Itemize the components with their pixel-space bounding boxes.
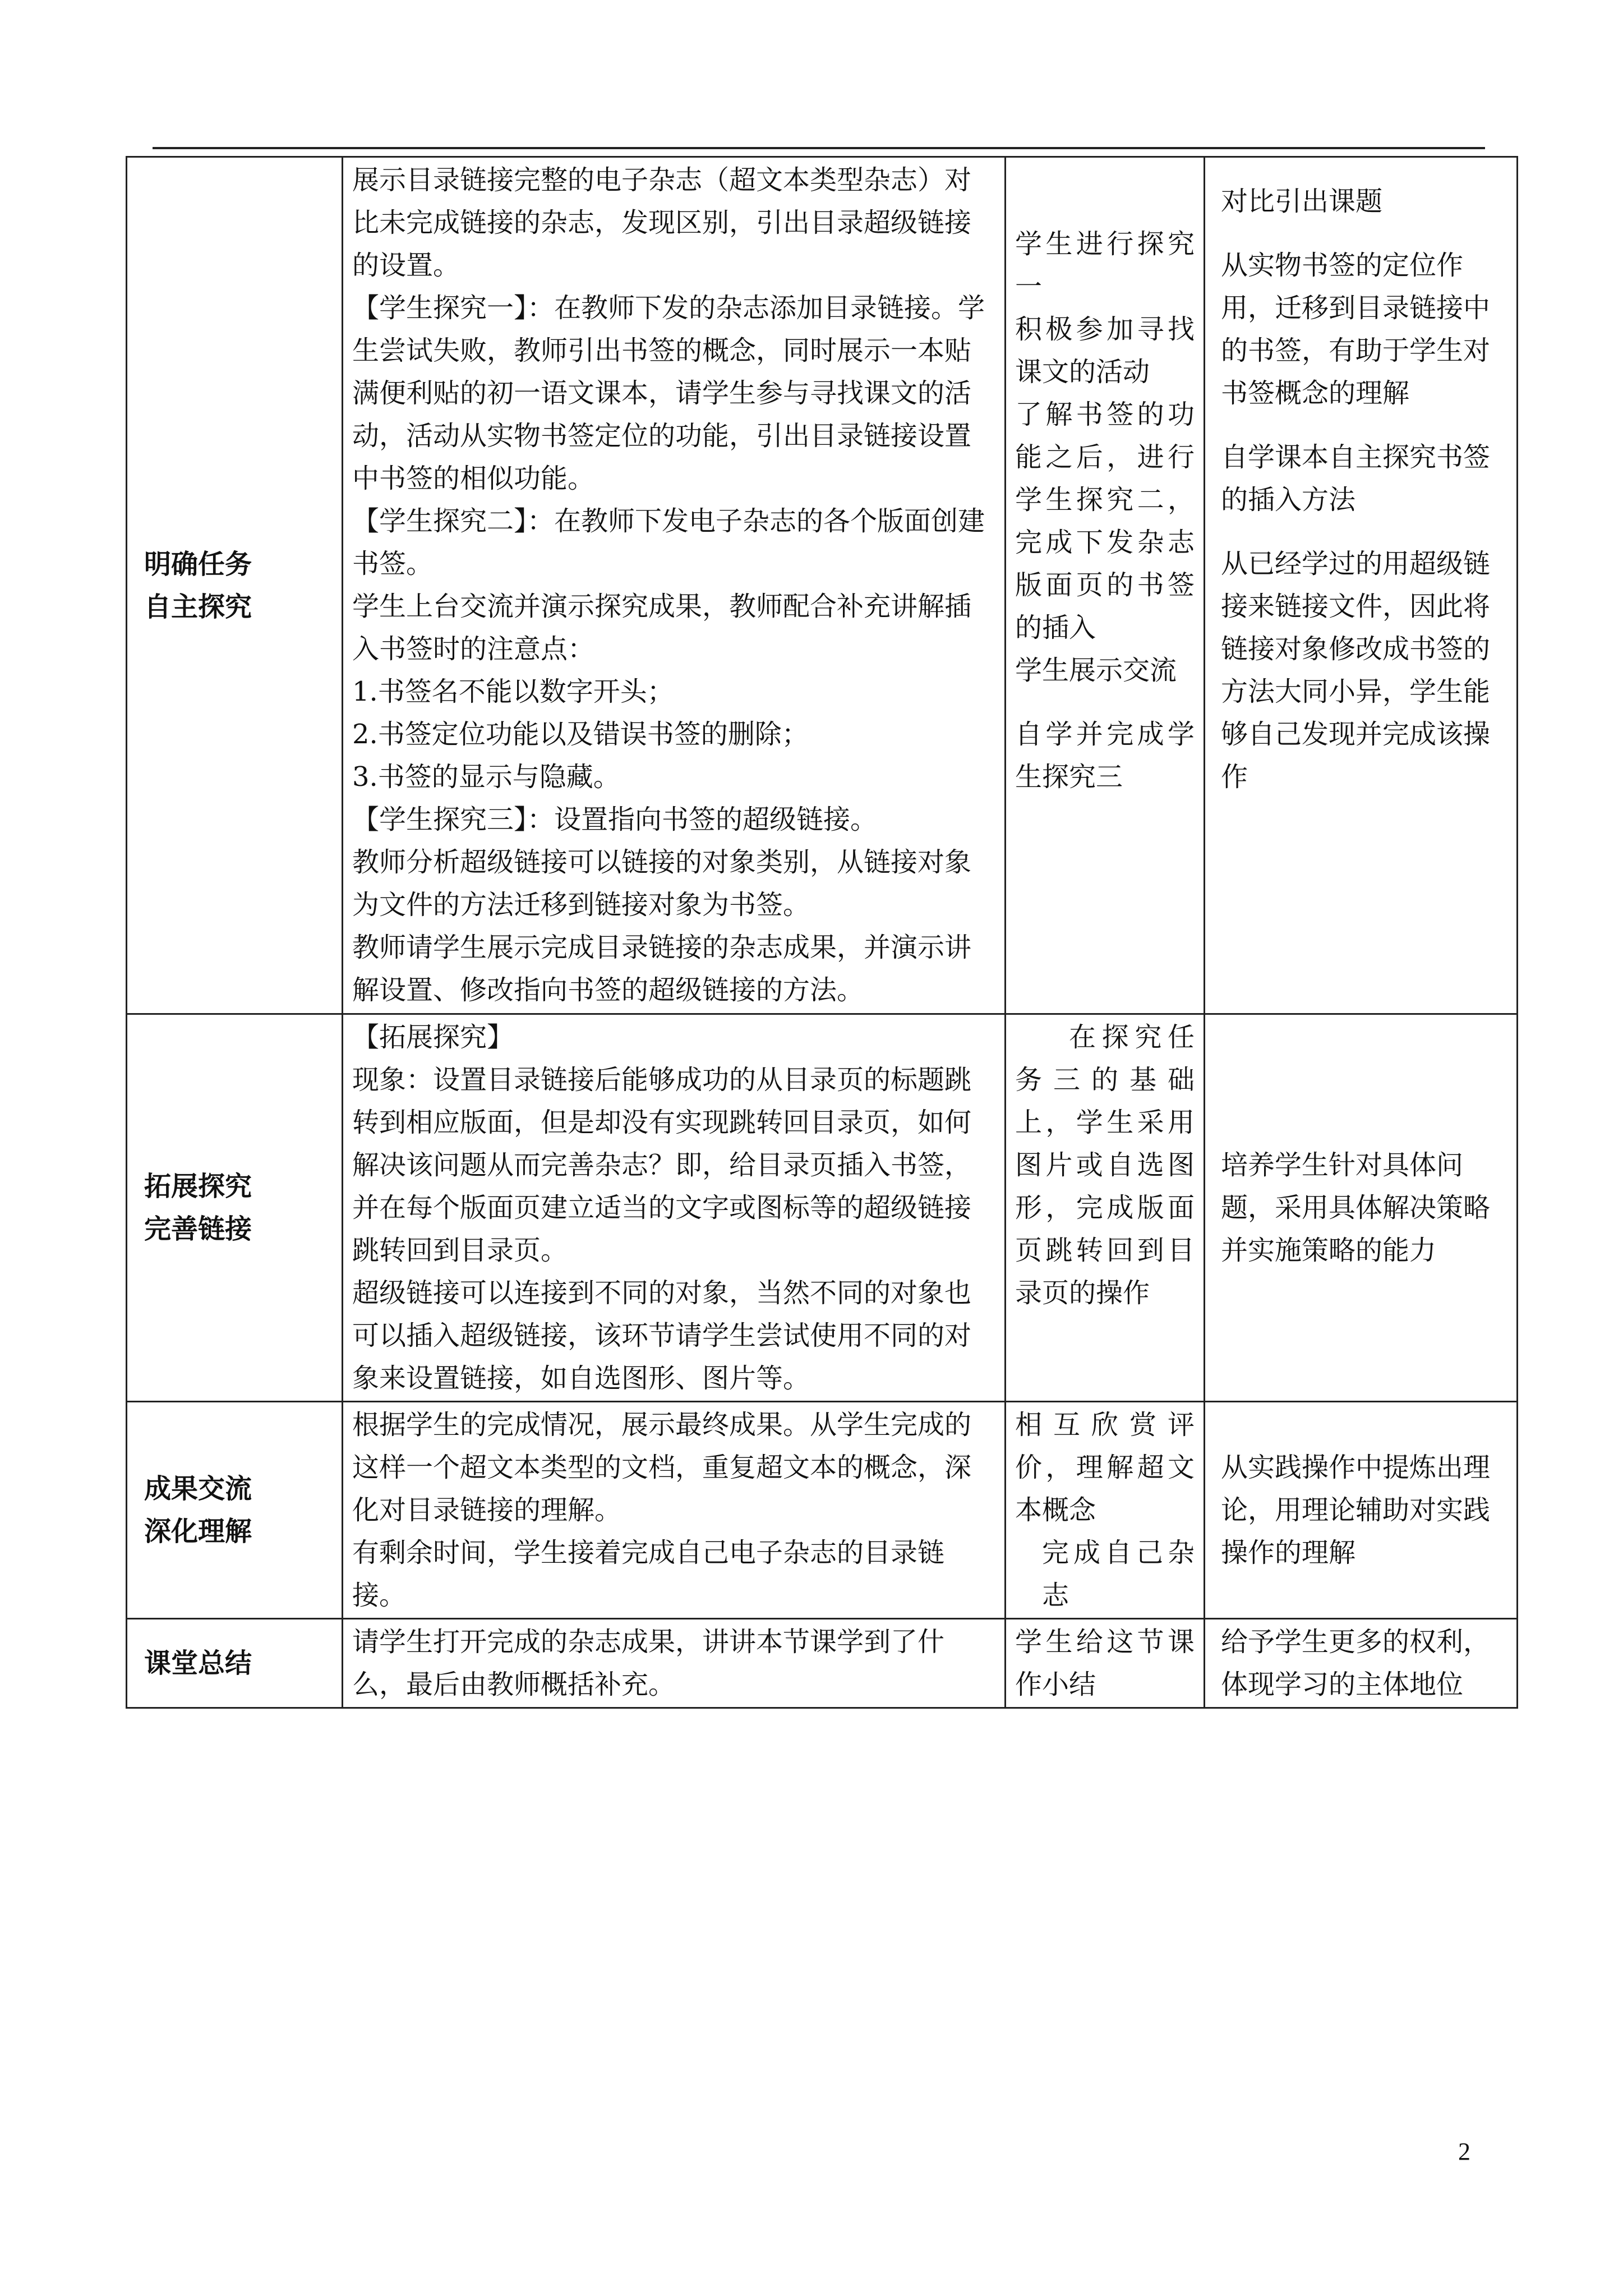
page-number: 2 xyxy=(1458,2138,1470,2165)
paragraph: 从实践操作中提炼出理论，用理论辅助对实践操作的理解 xyxy=(1221,1452,1491,1568)
teacher-activity-cell xyxy=(343,157,1006,1014)
paragraph: 自学课本自主探究书签的插入方法 xyxy=(1221,441,1491,516)
design-intent-cell xyxy=(1205,157,1518,1014)
paragraph: 对比引出课题 xyxy=(1221,186,1383,217)
paragraph: 完成自己杂志 xyxy=(1042,1537,1195,1611)
paragraph: 请学生打开完成的杂志成果，讲讲本节课学到了什么，最后由教师概括补充。 xyxy=(352,1626,945,1700)
paragraph: 现象：设置目录链接后能够成功的从目录页的标题跳转到相应版面，但是却没有实现跳转回目录页，如何解决该问题从而完善杂志？即，给目录页插入书签，并在每个版面页建立适当的文字或图标等的超级链接跳转回到目录页。 xyxy=(352,1064,972,1266)
stage-label: 深化理解 xyxy=(144,1516,252,1547)
paragraph: 积极参加寻找课文的活动 xyxy=(1015,314,1195,388)
paragraph: 展示目录链接完整的电子杂志（超文本类型杂志）对比未完成链接的杂志，发现区别，引出目录超级链接的设置。 xyxy=(352,164,972,281)
teacher-activity-cell xyxy=(343,1402,1006,1619)
paragraph: 相互欣赏评价，理解超文本概念 xyxy=(1015,1409,1195,1526)
stage-label: 课堂总结 xyxy=(144,1648,252,1679)
table-row xyxy=(127,157,1518,1014)
stage-label: 完善链接 xyxy=(144,1213,252,1245)
lesson-plan-table xyxy=(126,156,1518,1709)
list-item: 1.书签名不能以数字开头； xyxy=(352,676,674,707)
paragraph: 教师请学生展示完成目录链接的杂志成果，并演示讲解设置、修改指向书签的超级链接的方法。 xyxy=(352,932,972,1006)
stage-label: 拓展探究 xyxy=(144,1171,252,1202)
paragraph: 给予学生更多的权利，体现学习的主体地位 xyxy=(1221,1626,1491,1700)
paragraph: 【拓展探究】 xyxy=(352,1022,514,1053)
stage-cell xyxy=(127,1619,343,1708)
stage-cell xyxy=(127,1402,343,1619)
design-intent-cell xyxy=(1205,1014,1518,1402)
teacher-activity-cell xyxy=(343,1619,1006,1708)
paragraph: 了解书签的功能之后，进行学生探究二，完成下发杂志版面页的书签的插入 xyxy=(1015,399,1195,643)
paragraph: 在探究任务三的基础上，学生采用图片或自选图形，完成版面页跳转回到目录页的操作 xyxy=(1015,1022,1195,1309)
paragraph: 【学生探究三】：设置指向书签的超级链接。 xyxy=(352,804,878,835)
paragraph: 教师分析超级链接可以链接的对象类别，从链接对象为文件的方法迁移到链接对象为书签。 xyxy=(352,846,972,921)
paragraph: 自学并完成学生探究三 xyxy=(1015,719,1195,793)
paragraph: 学生展示交流 xyxy=(1015,655,1177,686)
student-activity-cell xyxy=(1006,1014,1205,1402)
paragraph: 【学生探究一】：在教师下发的杂志添加目录链接。学生尝试失败，教师引出书签的概念，同时展示一本贴满便利贴的初一语文课本，请学生参与寻找课文的活动，活动从实物书签定位的功能，引出目录链接设置中书签的相似功能。 xyxy=(352,292,985,494)
table-row xyxy=(127,1402,1518,1619)
table-row xyxy=(127,1014,1518,1402)
teacher-activity-cell xyxy=(343,1014,1006,1402)
paragraph: 根据学生的完成情况，展示最终成果。从学生完成的这样一个超文本类型的文档，重复超文本的概念，深化对目录链接的理解。 xyxy=(352,1409,972,1526)
paragraph: 从实物书签的定位作用，迁移到目录链接中的书签，有助于学生对书签概念的理解 xyxy=(1221,250,1491,409)
paragraph: 学生给这节课作小结 xyxy=(1015,1626,1195,1700)
paragraph: 【学生探究二】：在教师下发电子杂志的各个版面创建书签。 xyxy=(352,505,985,579)
stage-label: 明确任务 xyxy=(144,548,252,580)
student-activity-cell xyxy=(1006,1619,1205,1708)
stage-label: 成果交流 xyxy=(144,1473,252,1504)
paragraph: 学生上台交流并演示探究成果，教师配合补充讲解插入书签时的注意点： xyxy=(352,591,972,665)
paragraph: 学生进行探究一 xyxy=(1015,228,1195,302)
student-activity-cell xyxy=(1006,157,1205,1014)
paragraph: 超级链接可以连接到不同的对象，当然不同的对象也可以插入超级链接，该环节请学生尝试使用不同的对象来设置链接，如自选图形、图片等。 xyxy=(352,1277,972,1394)
paragraph: 培养学生针对具体问题，采用具体解决策略并实施策略的能力 xyxy=(1221,1149,1491,1266)
table-row xyxy=(127,1619,1518,1708)
list-item: 3.书签的显示与隐藏。 xyxy=(352,761,620,793)
paragraph: 有剩余时间，学生接着完成自己电子杂志的目录链接。 xyxy=(352,1537,945,1611)
stage-cell xyxy=(127,1014,343,1402)
list-item: 2.书签定位功能以及错误书签的删除； xyxy=(352,719,809,750)
design-intent-cell xyxy=(1205,1402,1518,1619)
student-activity-cell xyxy=(1006,1402,1205,1619)
stage-cell xyxy=(127,157,343,1014)
paragraph: 从已经学过的用超级链接来链接文件，因此将链接对象修改成书签的方法大同小异，学生能够自己发现并完成该操作 xyxy=(1221,548,1491,793)
stage-label: 自主探究 xyxy=(144,591,252,623)
design-intent-cell xyxy=(1205,1619,1518,1708)
header-rule xyxy=(153,147,1485,149)
